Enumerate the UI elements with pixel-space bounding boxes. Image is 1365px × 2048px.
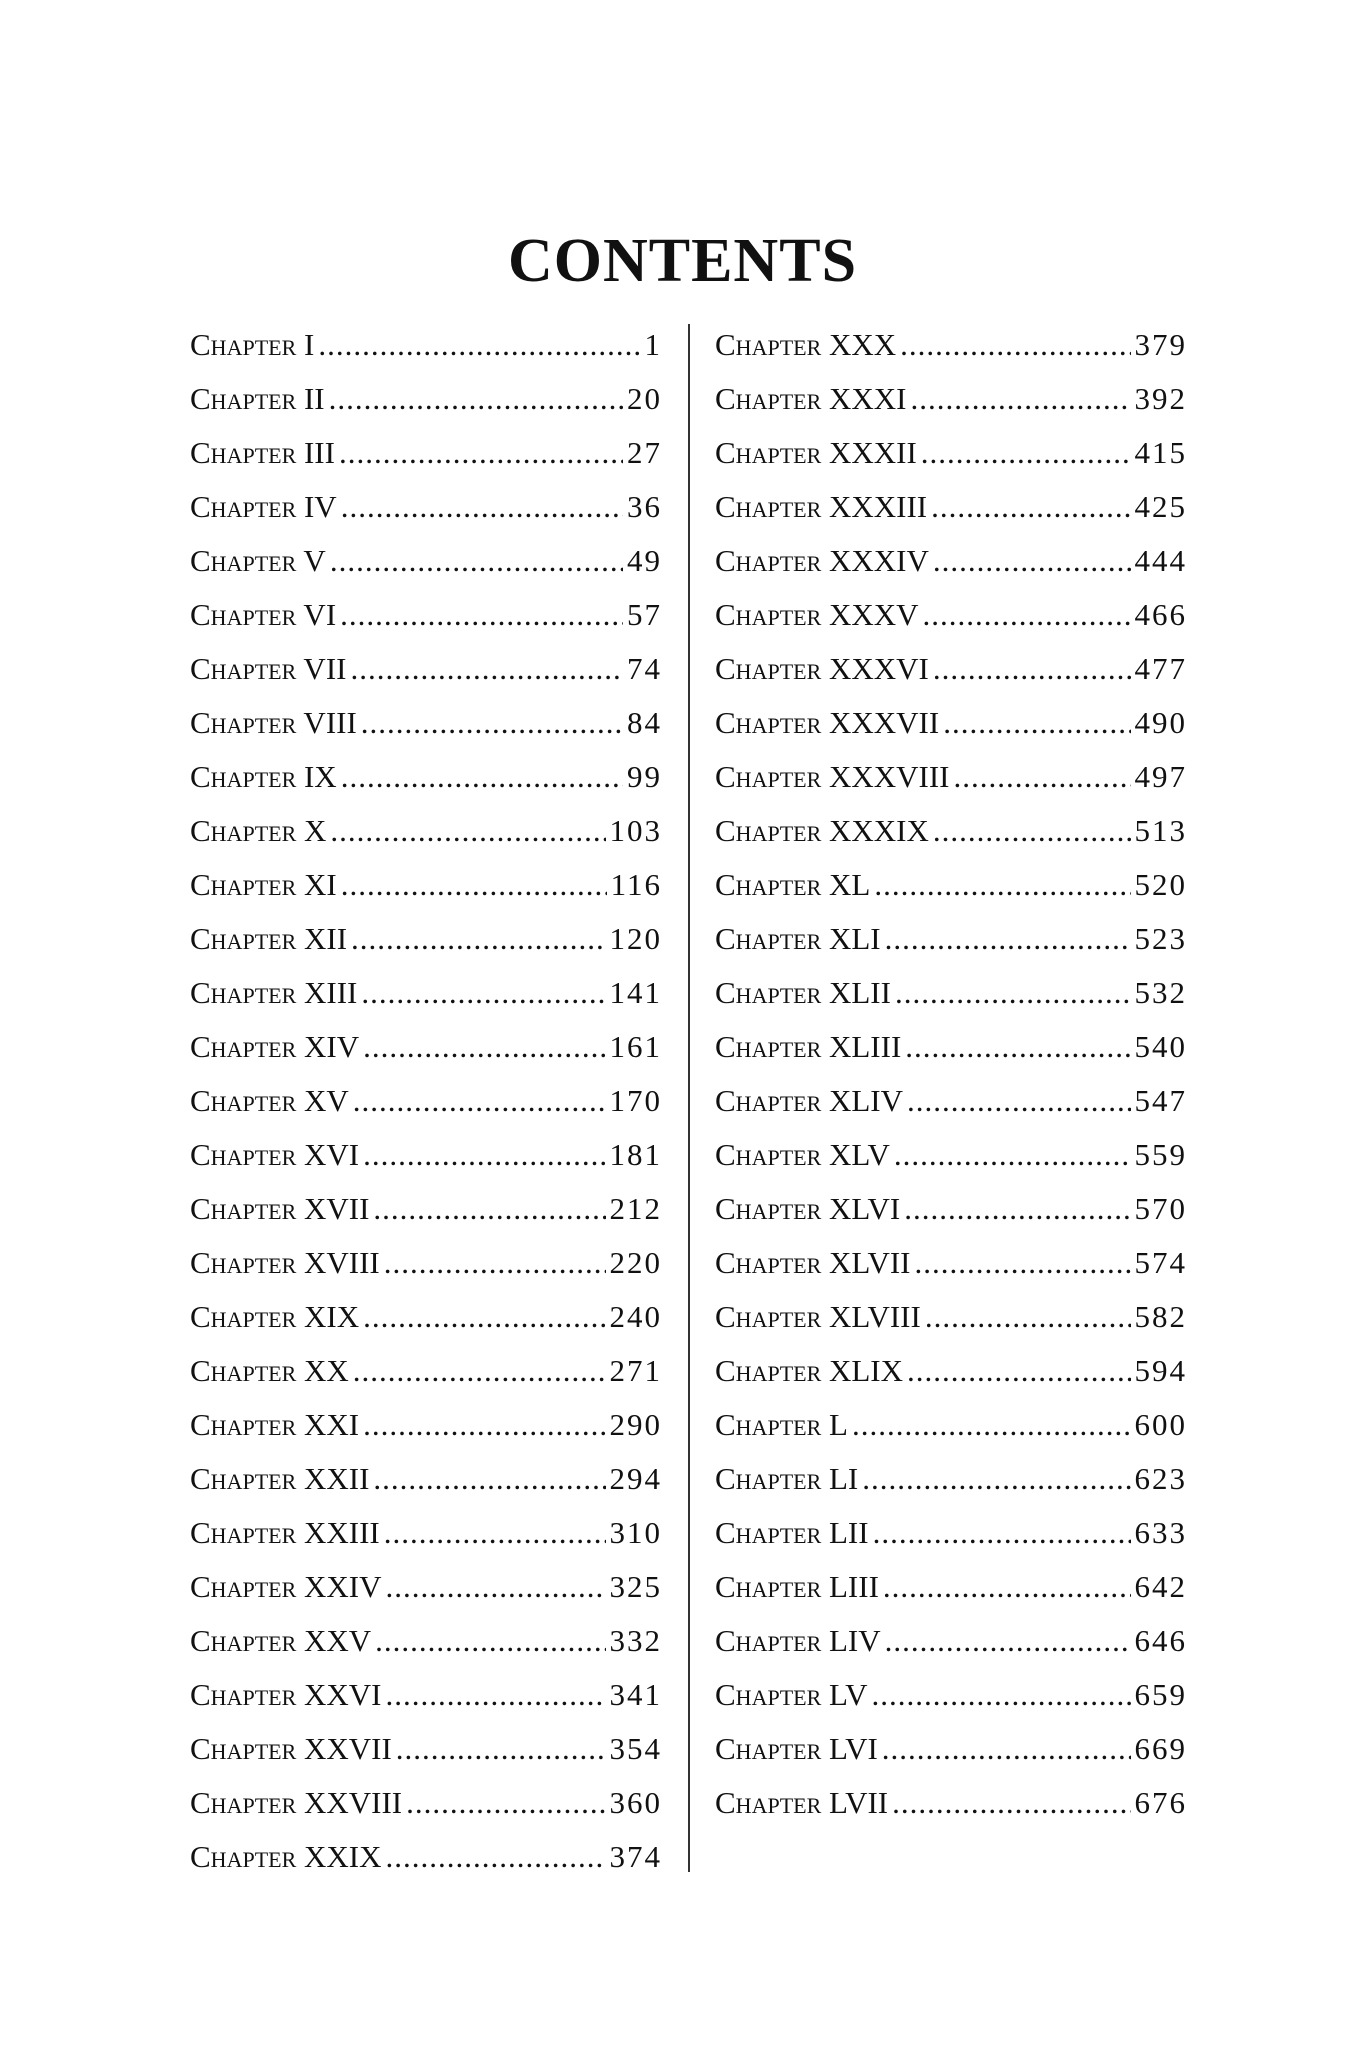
toc-entry[interactable] <box>715 1722 1187 1776</box>
toc-entry-label: Chapter XX <box>190 1353 349 1388</box>
toc-entry-label: Chapter XLVIII <box>715 1299 921 1334</box>
dot-leader <box>353 1344 606 1398</box>
toc-entry-label: Chapter LII <box>715 1515 869 1550</box>
toc-entry[interactable] <box>190 804 662 858</box>
toc-entry-page-number: 27 <box>627 435 662 470</box>
toc-entry-label: Chapter LIV <box>715 1623 881 1658</box>
dot-leader <box>862 1452 1130 1506</box>
toc-entry-page-number: 57 <box>627 597 662 632</box>
toc-entry-page-number: 212 <box>609 1191 662 1226</box>
toc-entry[interactable] <box>715 480 1187 534</box>
toc-entry-page-number: 646 <box>1134 1623 1187 1658</box>
dot-leader <box>330 804 605 858</box>
toc-entry[interactable] <box>190 588 662 642</box>
toc-entry-page-number: 99 <box>627 759 662 794</box>
dot-leader <box>339 426 623 480</box>
toc-entry-page-number: 520 <box>1134 867 1187 902</box>
toc-entry-page-number: 379 <box>1134 327 1187 362</box>
toc-entry-page-number: 532 <box>1134 975 1187 1010</box>
toc-entry-label: Chapter XXXIX <box>715 813 929 848</box>
toc-entry-label: Chapter IX <box>190 759 337 794</box>
dot-leader <box>885 912 1131 966</box>
dot-leader <box>385 1560 605 1614</box>
toc-entry[interactable] <box>715 1668 1187 1722</box>
toc-entry-page-number: 360 <box>609 1785 662 1820</box>
toc-entry-label: Chapter XII <box>190 921 348 956</box>
toc-entry[interactable] <box>715 588 1187 642</box>
dot-leader <box>907 1074 1130 1128</box>
toc-entry[interactable] <box>715 1398 1187 1452</box>
toc-entry-label: Chapter XXI <box>190 1407 360 1442</box>
dot-leader <box>923 588 1131 642</box>
toc-entry-label: Chapter LVI <box>715 1731 878 1766</box>
toc-entry[interactable] <box>190 912 662 966</box>
toc-entry-label: Chapter X <box>190 813 327 848</box>
toc-entry-label: Chapter XXVI <box>190 1677 382 1712</box>
toc-entry-label: Chapter XIII <box>190 975 358 1010</box>
toc-entry-page-number: 466 <box>1134 597 1187 632</box>
toc-entry[interactable] <box>715 1560 1187 1614</box>
toc-entry-page-number: 120 <box>609 921 662 956</box>
toc-entry-label: Chapter XXXI <box>715 381 907 416</box>
toc-entry[interactable] <box>190 318 662 372</box>
dot-leader <box>329 372 623 426</box>
toc-entry-page-number: 49 <box>627 543 662 578</box>
toc-entry[interactable] <box>190 750 662 804</box>
toc-entry-page-number: 547 <box>1134 1083 1187 1118</box>
toc-entry-label: Chapter V <box>190 543 326 578</box>
dot-leader <box>894 1128 1131 1182</box>
dot-leader <box>396 1722 606 1776</box>
toc-entry[interactable] <box>190 1722 662 1776</box>
toc-entry-label: Chapter XVII <box>190 1191 370 1226</box>
toc-entry-label: Chapter VII <box>190 651 347 686</box>
toc-entry[interactable] <box>190 1074 662 1128</box>
toc-entry-page-number: 490 <box>1134 705 1187 740</box>
toc-entry[interactable] <box>715 1182 1187 1236</box>
toc-entry[interactable] <box>190 1830 662 1884</box>
toc-entry[interactable] <box>715 318 1187 372</box>
toc-entry[interactable] <box>190 1236 662 1290</box>
dot-leader <box>921 426 1131 480</box>
toc-column-left <box>190 318 662 1884</box>
toc-entry[interactable] <box>190 1776 662 1830</box>
toc-entry[interactable] <box>190 372 662 426</box>
toc-entry-page-number: 294 <box>609 1461 662 1496</box>
toc-entry-page-number: 341 <box>609 1677 662 1712</box>
toc-entry[interactable] <box>190 1560 662 1614</box>
dot-leader <box>933 642 1131 696</box>
dot-leader <box>885 1614 1131 1668</box>
toc-entry-label: Chapter LI <box>715 1461 859 1496</box>
toc-entry-page-number: 181 <box>609 1137 662 1172</box>
toc-entry-label: Chapter XLV <box>715 1137 890 1172</box>
toc-entry-page-number: 354 <box>609 1731 662 1766</box>
toc-entry-label: Chapter VI <box>190 597 337 632</box>
toc-entry-label: Chapter XXII <box>190 1461 370 1496</box>
dot-leader <box>882 1722 1131 1776</box>
toc-entry-label: Chapter XXIV <box>190 1569 382 1604</box>
dot-leader <box>363 1020 605 1074</box>
toc-entry[interactable] <box>190 696 662 750</box>
toc-entry-page-number: 20 <box>627 381 662 416</box>
toc-entry-page-number: 325 <box>609 1569 662 1604</box>
toc-entry[interactable] <box>190 1290 662 1344</box>
toc-entry[interactable] <box>190 426 662 480</box>
toc-entry-label: Chapter XXXVI <box>715 651 929 686</box>
toc-entry-label: Chapter XLIII <box>715 1029 902 1064</box>
toc-entry-page-number: 570 <box>1134 1191 1187 1226</box>
toc-entry[interactable] <box>190 1020 662 1074</box>
toc-entry-label: Chapter XV <box>190 1083 349 1118</box>
toc-entry[interactable] <box>715 1452 1187 1506</box>
toc-entry[interactable] <box>715 1236 1187 1290</box>
toc-entry-page-number: 594 <box>1134 1353 1187 1388</box>
toc-entry[interactable] <box>715 1776 1187 1830</box>
dot-leader <box>954 750 1131 804</box>
toc-entry[interactable] <box>715 696 1187 750</box>
toc-entry-label: Chapter VIII <box>190 705 357 740</box>
toc-entry-label: Chapter XXVIII <box>190 1785 403 1820</box>
toc-entry[interactable] <box>190 1668 662 1722</box>
toc-entry-page-number: 600 <box>1134 1407 1187 1442</box>
toc-entry-label: Chapter XVI <box>190 1137 360 1172</box>
toc-entry-label: Chapter XXVII <box>190 1731 392 1766</box>
dot-leader <box>373 1452 605 1506</box>
toc-entry-page-number: 513 <box>1134 813 1187 848</box>
toc-entry-page-number: 220 <box>609 1245 662 1280</box>
dot-leader <box>363 1290 605 1344</box>
toc-entry[interactable] <box>190 1344 662 1398</box>
dot-leader <box>384 1506 606 1560</box>
toc-entry[interactable] <box>190 642 662 696</box>
toc-entry-page-number: 141 <box>609 975 662 1010</box>
toc-entry[interactable] <box>715 858 1187 912</box>
toc-entry[interactable] <box>715 372 1187 426</box>
toc-entry-page-number: 540 <box>1134 1029 1187 1064</box>
toc-entry-label: Chapter XXIX <box>190 1839 382 1874</box>
dot-leader <box>943 696 1130 750</box>
toc-entry[interactable] <box>190 1614 662 1668</box>
toc-entry-label: Chapter XXIII <box>190 1515 380 1550</box>
dot-leader <box>373 1182 605 1236</box>
toc-entry-page-number: 642 <box>1134 1569 1187 1604</box>
toc-entry[interactable] <box>190 480 662 534</box>
dot-leader <box>351 912 605 966</box>
dot-leader <box>341 480 623 534</box>
dot-leader <box>341 750 623 804</box>
toc-entry[interactable] <box>190 1182 662 1236</box>
dot-leader <box>883 1560 1131 1614</box>
toc-entry-label: Chapter XXV <box>190 1623 372 1658</box>
toc-entry-page-number: 582 <box>1134 1299 1187 1334</box>
toc-entry-label: Chapter XLVII <box>715 1245 911 1280</box>
toc-entry[interactable] <box>190 966 662 1020</box>
dot-leader <box>892 1776 1130 1830</box>
toc-entry-label: Chapter IV <box>190 489 337 524</box>
toc-entry-page-number: 574 <box>1134 1245 1187 1280</box>
dot-leader <box>385 1668 605 1722</box>
toc-entry-page-number: 170 <box>609 1083 662 1118</box>
toc-entry[interactable] <box>715 642 1187 696</box>
toc-entry-label: Chapter XLI <box>715 921 881 956</box>
dot-leader <box>330 534 623 588</box>
toc-entry-label: Chapter XXXIV <box>715 543 929 578</box>
toc-entry-label: Chapter XL <box>715 867 871 902</box>
toc-entry-page-number: 623 <box>1134 1461 1187 1496</box>
toc-entry-page-number: 392 <box>1134 381 1187 416</box>
toc-entry-label: Chapter XVIII <box>190 1245 380 1280</box>
dot-leader <box>873 1506 1131 1560</box>
toc-entry[interactable] <box>190 1452 662 1506</box>
dot-leader <box>363 1128 605 1182</box>
page-title: CONTENTS <box>507 226 858 295</box>
toc-entry-label: Chapter LIII <box>715 1569 879 1604</box>
toc-entry-label: Chapter XIV <box>190 1029 360 1064</box>
dot-leader <box>341 858 607 912</box>
column-divider <box>688 324 690 1872</box>
dot-leader <box>385 1830 605 1884</box>
toc-entry-page-number: 84 <box>627 705 662 740</box>
toc-entry-label: Chapter XLIV <box>715 1083 904 1118</box>
dot-leader <box>350 642 623 696</box>
dot-leader <box>363 1398 605 1452</box>
toc-entry[interactable] <box>190 858 662 912</box>
toc-entry[interactable] <box>715 534 1187 588</box>
toc-entry-label: Chapter XXXV <box>715 597 919 632</box>
toc-entry[interactable] <box>715 804 1187 858</box>
dot-leader <box>318 318 640 372</box>
toc-entry-page-number: 523 <box>1134 921 1187 956</box>
toc-entry-page-number: 633 <box>1134 1515 1187 1550</box>
toc-entry-label: Chapter LVII <box>715 1785 889 1820</box>
toc-entry-page-number: 559 <box>1134 1137 1187 1172</box>
toc-entry-page-number: 271 <box>609 1353 662 1388</box>
toc-entry-label: Chapter XXXIII <box>715 489 928 524</box>
toc-entry-label: Chapter III <box>190 435 335 470</box>
toc-entry-page-number: 425 <box>1134 489 1187 524</box>
toc-entry-label: Chapter I <box>190 327 315 362</box>
toc-entry[interactable] <box>715 912 1187 966</box>
toc-entry[interactable] <box>190 1128 662 1182</box>
toc-entry-label: Chapter XXX <box>715 327 897 362</box>
toc-entry[interactable] <box>715 1128 1187 1182</box>
toc-entry-label: Chapter XXXVII <box>715 705 940 740</box>
dot-leader <box>361 696 623 750</box>
dot-leader <box>915 1236 1131 1290</box>
dot-leader <box>933 804 1131 858</box>
toc-entry-page-number: 676 <box>1134 1785 1187 1820</box>
toc-entry[interactable] <box>715 1290 1187 1344</box>
dot-leader <box>871 1668 1130 1722</box>
dot-leader <box>353 1074 606 1128</box>
toc-entry[interactable] <box>715 1344 1187 1398</box>
toc-entry[interactable] <box>715 1506 1187 1560</box>
toc-column-right <box>715 318 1187 1830</box>
toc-entry-label: Chapter XLVI <box>715 1191 901 1226</box>
toc-entry-page-number: 477 <box>1134 651 1187 686</box>
toc-entry[interactable] <box>715 1074 1187 1128</box>
toc-entry-page-number: 240 <box>609 1299 662 1334</box>
toc-entry-page-number: 116 <box>610 867 662 902</box>
dot-leader <box>925 1290 1131 1344</box>
toc-entry-label: Chapter XLIX <box>715 1353 904 1388</box>
dot-leader <box>931 480 1130 534</box>
toc-entry-page-number: 332 <box>609 1623 662 1658</box>
toc-entry-page-number: 36 <box>627 489 662 524</box>
toc-entry-page-number: 659 <box>1134 1677 1187 1712</box>
dot-leader <box>895 966 1131 1020</box>
toc-entry[interactable] <box>190 1506 662 1560</box>
dot-leader <box>907 1344 1130 1398</box>
toc-entry-page-number: 374 <box>609 1839 662 1874</box>
toc-entry-page-number: 669 <box>1134 1731 1187 1766</box>
toc-entry[interactable] <box>715 1020 1187 1074</box>
dot-leader <box>933 534 1131 588</box>
toc-entry-page-number: 103 <box>609 813 662 848</box>
toc-entry-label: Chapter XXXII <box>715 435 917 470</box>
toc-entry-page-number: 74 <box>627 651 662 686</box>
dot-leader <box>406 1776 605 1830</box>
toc-entry-page-number: 415 <box>1134 435 1187 470</box>
toc-entry-page-number: 161 <box>609 1029 662 1064</box>
toc-entry[interactable] <box>190 1398 662 1452</box>
toc-entry-label: Chapter XIX <box>190 1299 360 1334</box>
toc-entry[interactable] <box>715 966 1187 1020</box>
dot-leader <box>904 1182 1130 1236</box>
dot-leader <box>375 1614 605 1668</box>
dot-leader <box>905 1020 1130 1074</box>
toc-entry-page-number: 1 <box>644 327 662 362</box>
dot-leader <box>361 966 605 1020</box>
toc-entry-label: Chapter XLII <box>715 975 891 1010</box>
toc-entry[interactable] <box>715 1614 1187 1668</box>
toc-entry-label: Chapter XI <box>190 867 337 902</box>
toc-entry[interactable] <box>190 534 662 588</box>
toc-entry[interactable] <box>715 750 1187 804</box>
toc-entry-label: Chapter XXXVIII <box>715 759 950 794</box>
dot-leader <box>340 588 623 642</box>
toc-entry-page-number: 497 <box>1134 759 1187 794</box>
dot-leader <box>900 318 1130 372</box>
dot-leader <box>852 1398 1131 1452</box>
toc-entry-page-number: 310 <box>609 1515 662 1550</box>
toc-entry-label: Chapter L <box>715 1407 848 1442</box>
toc-entry-label: Chapter LV <box>715 1677 868 1712</box>
toc-entry[interactable] <box>715 426 1187 480</box>
toc-entry-page-number: 290 <box>609 1407 662 1442</box>
toc-entry-page-number: 444 <box>1134 543 1187 578</box>
dot-leader <box>874 858 1130 912</box>
toc-entry-label: Chapter II <box>190 381 325 416</box>
dot-leader <box>384 1236 606 1290</box>
dot-leader <box>910 372 1130 426</box>
